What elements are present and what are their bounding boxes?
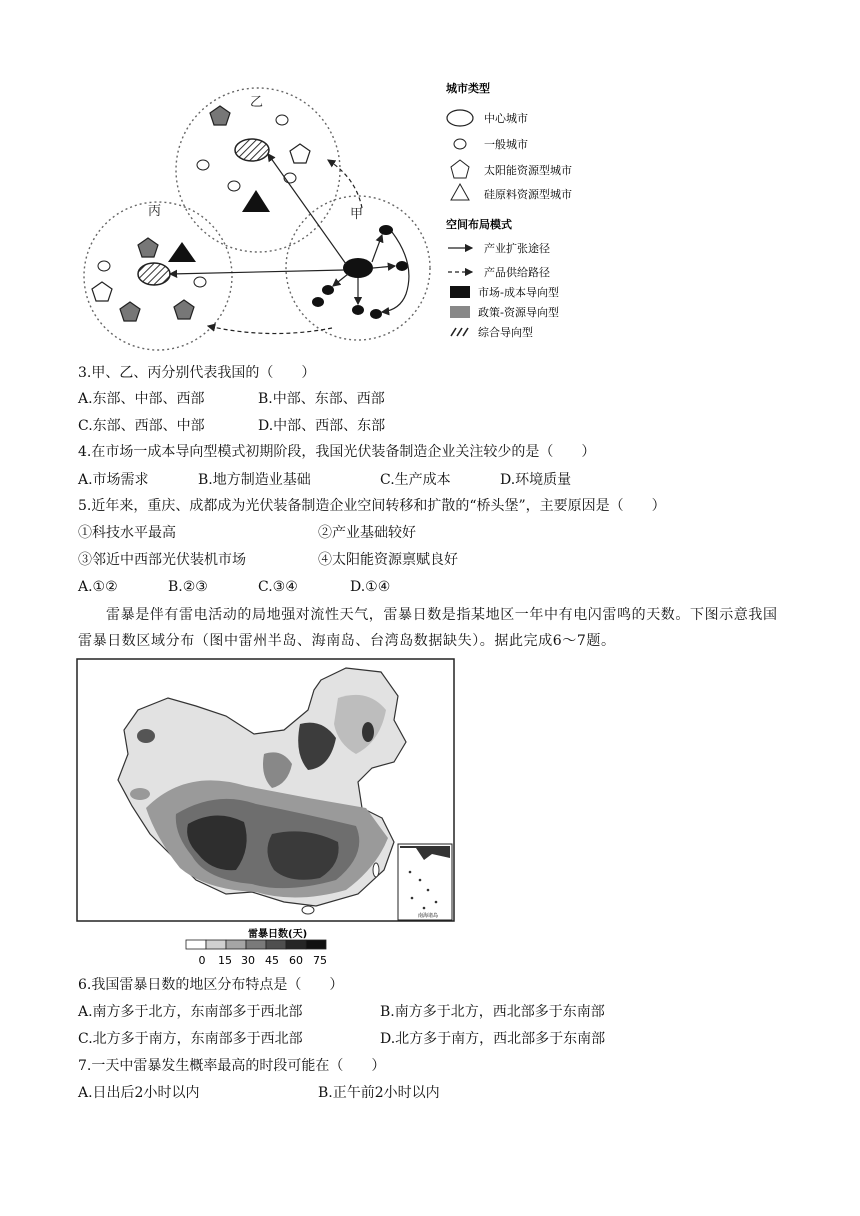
- intro-paragraph: 雷暴是伴有雷电活动的局地强对流性天气，雷暴日数是指某地区一年中有电闪雷鸣的天数。下图示意我国雷暴日数区域分布（图中雷州半岛、海南岛、台湾岛数据缺失）。据此完成6～7题。: [78, 607, 778, 649]
- region-yi-label: 乙: [250, 95, 264, 110]
- legend-solar: 太阳能资源型城市: [484, 164, 572, 177]
- bing-solar-city-4: [174, 300, 194, 319]
- legend-general-icon: [454, 139, 466, 149]
- legend-comprehensive: 综合导向型: [478, 326, 533, 339]
- legend-city-type-title: 城市类型: [446, 82, 490, 95]
- legend-central-icon: [447, 110, 473, 126]
- q6-option-a[interactable]: A.南方多于北方，东南部多于西北部: [78, 1004, 303, 1020]
- q3-option-d[interactable]: D.中部、西部、东部: [258, 418, 386, 434]
- q4-option-b[interactable]: B.地方制造业基础: [198, 472, 311, 488]
- hainan-island: [302, 906, 314, 914]
- legend-silicon: 硅原料资源型城市: [484, 188, 572, 201]
- bing-general-city-2: [194, 277, 206, 287]
- q3-option-a[interactable]: A.东部、中部、西部: [78, 391, 205, 407]
- legend-central: 中心城市: [484, 112, 528, 125]
- zone-dark-northwest: [137, 729, 155, 743]
- region-bing-label: 丙: [148, 204, 162, 219]
- jia-general-city-1: [379, 225, 393, 235]
- q6-option-b[interactable]: B.南方多于北方，西北部多于东南部: [380, 1004, 605, 1020]
- map-tick-30: 30: [241, 954, 255, 967]
- legend-supply: 产品供给路径: [484, 266, 550, 279]
- yi-solar-city-2: [290, 144, 310, 163]
- jia-general-city-6: [370, 309, 382, 319]
- jia-general-city-5: [312, 297, 324, 307]
- q5-statement-3: ③邻近中西部光伏装机市场: [78, 552, 246, 568]
- map-tick-0: 0: [198, 954, 206, 967]
- taiwan-island: [373, 863, 379, 877]
- legend-policy-icon: [450, 306, 470, 318]
- legend-silicon-icon: [451, 184, 469, 200]
- legend-expansion: 产业扩张途径: [484, 242, 550, 255]
- map-tick-45: 45: [265, 954, 279, 967]
- legend-policy: 政策-资源导向型: [478, 306, 559, 319]
- q6-option-c[interactable]: C.北方多于南方，东南部多于西北部: [78, 1031, 303, 1047]
- q5-option-a[interactable]: A.①②: [78, 579, 118, 595]
- legend-comprehensive-icon: [451, 328, 468, 336]
- legend-market: 市场-成本导向型: [478, 286, 559, 299]
- bing-central-city: [138, 263, 170, 285]
- zone-dark-northeast: [362, 722, 374, 742]
- q5-statement-4: ④太阳能资源禀赋良好: [318, 552, 458, 568]
- bing-solar-city-2: [92, 282, 112, 301]
- inset-label: 南海诸岛: [417, 913, 439, 919]
- bing-silicon-city: [168, 242, 196, 262]
- yi-general-city-1: [197, 160, 209, 170]
- q3-stem: 3.甲、乙、丙分别代表我国的（ ）: [78, 365, 316, 381]
- q5-option-b[interactable]: B.②③: [168, 579, 208, 595]
- zone-mid-west: [130, 788, 150, 800]
- yi-general-city-3: [276, 115, 288, 125]
- jia-general-city-3: [322, 285, 334, 295]
- q5-stem: 5.近年来，重庆、成都成为光伏装备制造企业空间转移和扩散的“桥头堡”，主要原因是（ ）: [78, 498, 666, 514]
- yi-general-city-2: [228, 181, 240, 191]
- bing-solar-city-3: [120, 302, 140, 321]
- q7-option-a[interactable]: A.日出后2小时以内: [78, 1085, 200, 1101]
- q5-option-d[interactable]: D.①④: [350, 579, 391, 595]
- q4-option-c[interactable]: C.生产成本: [380, 472, 451, 488]
- q7-option-b[interactable]: B.正午前2小时以内: [318, 1085, 440, 1101]
- q5-statement-1: ①科技水平最高: [78, 525, 176, 541]
- yi-central-city: [235, 139, 269, 161]
- q6-stem: 6.我国雷暴日数的地区分布特点是（ ）: [78, 977, 344, 993]
- q4-option-d[interactable]: D.环境质量: [500, 472, 572, 488]
- legend-market-icon: [450, 286, 470, 298]
- q3-option-b[interactable]: B.中部、东部、西部: [258, 391, 385, 407]
- jia-general-city-4: [352, 305, 364, 315]
- bing-solar-city-1: [138, 238, 158, 257]
- map-legend-bar: [186, 940, 326, 949]
- q4-stem: 4.在市场一成本导向型模式初期阶段，我国光伏装备制造企业关注较少的是（ ）: [78, 444, 596, 460]
- region-jia-label: 甲: [350, 207, 364, 222]
- map-legend-ticks: [199, 954, 328, 967]
- q4-option-a[interactable]: A.市场需求: [78, 472, 149, 488]
- map-legend-title: 雷暴日数(天): [248, 929, 308, 940]
- q7-stem: 7.一天中雷暴发生概率最高的时段可能在（ ）: [78, 1058, 386, 1074]
- legend-layout-title: 空间布局模式: [446, 218, 512, 231]
- yi-solar-city-1: [210, 106, 230, 125]
- diagram-legend: [446, 81, 572, 339]
- q5-option-c[interactable]: C.③④: [258, 579, 298, 595]
- q3-option-c[interactable]: C.东部、西部、中部: [78, 418, 205, 434]
- thunderstorm-map: [76, 658, 456, 970]
- q5-statement-2: ②产业基础较好: [318, 525, 416, 541]
- jia-general-city-2: [396, 261, 408, 271]
- bing-general-city-1: [98, 261, 110, 271]
- legend-solar-icon: [451, 160, 469, 178]
- industry-diagram: [70, 78, 610, 354]
- yi-silicon-city: [242, 190, 270, 212]
- map-tick-75: 75: [313, 954, 327, 967]
- yi-general-city-4: [284, 173, 296, 183]
- map-tick-15: 15: [218, 954, 232, 967]
- q6-option-d[interactable]: D.北方多于南方，西北部多于东南部: [380, 1031, 606, 1047]
- legend-general: 一般城市: [484, 138, 528, 151]
- map-tick-60: 60: [289, 954, 303, 967]
